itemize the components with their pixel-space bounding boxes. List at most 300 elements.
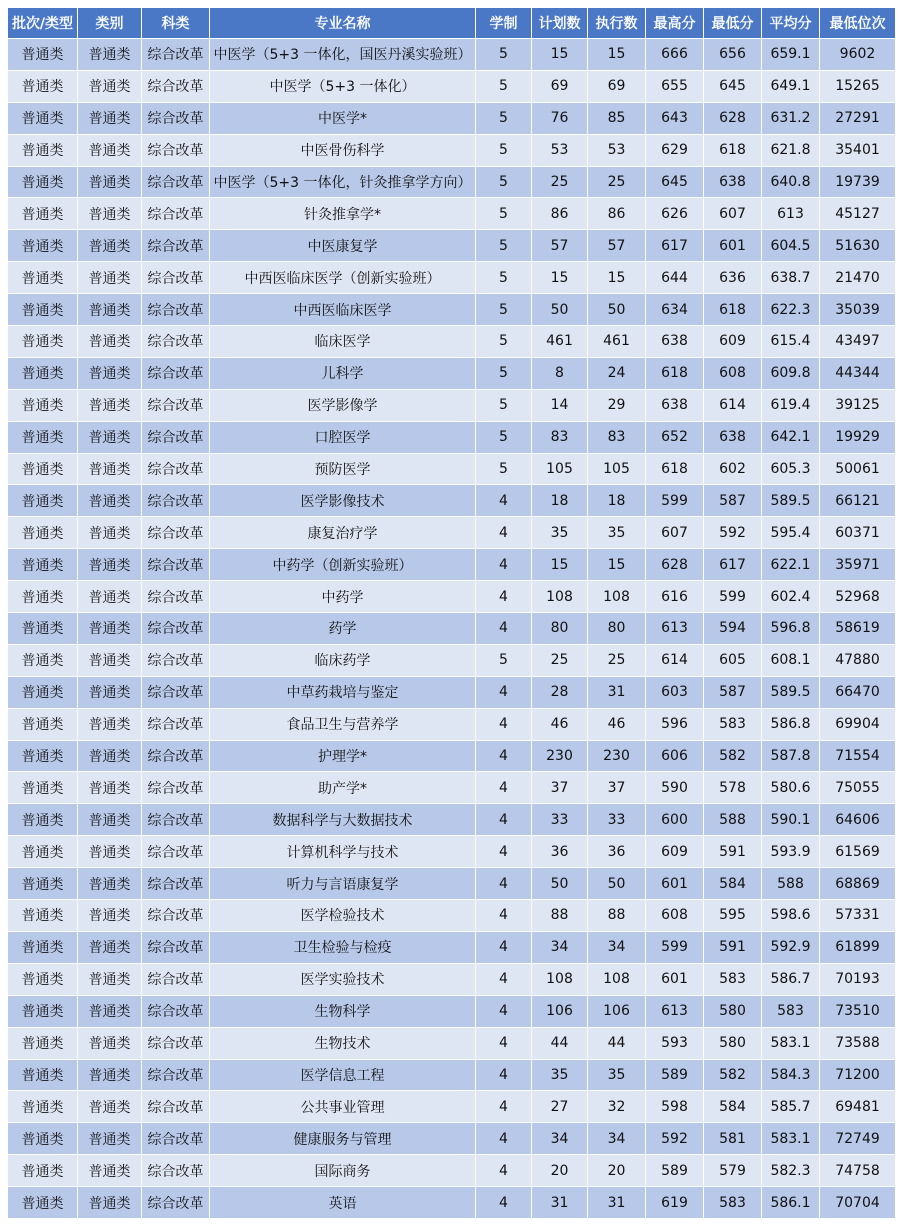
header-planned: 计划数 bbox=[532, 8, 588, 39]
cell-years: 5 bbox=[476, 453, 532, 485]
cell-batch-type: 普通类 bbox=[8, 134, 78, 166]
cell-category: 普通类 bbox=[78, 326, 142, 358]
cell-batch-type: 普通类 bbox=[8, 262, 78, 294]
cell-batch-type: 普通类 bbox=[8, 995, 78, 1027]
cell-min-score: 599 bbox=[704, 581, 762, 613]
cell-batch-type: 普通类 bbox=[8, 102, 78, 134]
cell-executed: 69 bbox=[588, 70, 646, 102]
cell-planned: 15 bbox=[532, 39, 588, 71]
header-category: 类别 bbox=[78, 8, 142, 39]
table-row bbox=[8, 421, 896, 453]
cell-major-name: 生物技术 bbox=[210, 1027, 476, 1059]
cell-category: 普通类 bbox=[78, 740, 142, 772]
cell-min-score: 645 bbox=[704, 70, 762, 102]
cell-max-score: 618 bbox=[646, 453, 704, 485]
cell-min-rank: 51630 bbox=[820, 230, 896, 262]
cell-min-score: 618 bbox=[704, 134, 762, 166]
header-years: 学制 bbox=[476, 8, 532, 39]
cell-avg-score: 659.1 bbox=[762, 39, 820, 71]
cell-subject: 综合改革 bbox=[142, 772, 210, 804]
cell-batch-type: 普通类 bbox=[8, 485, 78, 517]
cell-min-rank: 44344 bbox=[820, 357, 896, 389]
table-row bbox=[8, 804, 896, 836]
cell-min-rank: 50061 bbox=[820, 453, 896, 485]
cell-max-score: 592 bbox=[646, 1123, 704, 1155]
cell-min-score: 605 bbox=[704, 644, 762, 676]
cell-years: 5 bbox=[476, 166, 532, 198]
table-row bbox=[8, 1123, 896, 1155]
cell-category: 普通类 bbox=[78, 357, 142, 389]
cell-avg-score: 585.7 bbox=[762, 1091, 820, 1123]
table-row bbox=[8, 517, 896, 549]
cell-major-name: 卫生检验与检疫 bbox=[210, 931, 476, 963]
table-row bbox=[8, 453, 896, 485]
cell-max-score: 638 bbox=[646, 326, 704, 358]
cell-subject: 综合改革 bbox=[142, 1059, 210, 1091]
cell-category: 普通类 bbox=[78, 70, 142, 102]
cell-min-score: 582 bbox=[704, 1059, 762, 1091]
cell-subject: 综合改革 bbox=[142, 549, 210, 581]
table-row bbox=[8, 900, 896, 932]
cell-executed: 50 bbox=[588, 294, 646, 326]
cell-category: 普通类 bbox=[78, 39, 142, 71]
cell-category: 普通类 bbox=[78, 613, 142, 645]
cell-major-name: 数据科学与大数据技术 bbox=[210, 804, 476, 836]
cell-category: 普通类 bbox=[78, 166, 142, 198]
cell-years: 4 bbox=[476, 1027, 532, 1059]
cell-executed: 32 bbox=[588, 1091, 646, 1123]
cell-batch-type: 普通类 bbox=[8, 517, 78, 549]
cell-min-score: 592 bbox=[704, 517, 762, 549]
cell-avg-score: 602.4 bbox=[762, 581, 820, 613]
table-row bbox=[8, 198, 896, 230]
cell-years: 5 bbox=[476, 262, 532, 294]
cell-executed: 18 bbox=[588, 485, 646, 517]
cell-years: 4 bbox=[476, 485, 532, 517]
cell-subject: 综合改革 bbox=[142, 421, 210, 453]
cell-batch-type: 普通类 bbox=[8, 421, 78, 453]
cell-planned: 105 bbox=[532, 453, 588, 485]
cell-batch-type: 普通类 bbox=[8, 772, 78, 804]
cell-min-rank: 73510 bbox=[820, 995, 896, 1027]
table-row bbox=[8, 357, 896, 389]
cell-min-rank: 45127 bbox=[820, 198, 896, 230]
table-row bbox=[8, 39, 896, 71]
cell-major-name: 预防医学 bbox=[210, 453, 476, 485]
cell-executed: 15 bbox=[588, 262, 646, 294]
cell-major-name: 临床医学 bbox=[210, 326, 476, 358]
cell-category: 普通类 bbox=[78, 230, 142, 262]
cell-avg-score: 589.5 bbox=[762, 676, 820, 708]
cell-batch-type: 普通类 bbox=[8, 294, 78, 326]
table-row bbox=[8, 931, 896, 963]
cell-avg-score: 604.5 bbox=[762, 230, 820, 262]
cell-avg-score: 582.3 bbox=[762, 1155, 820, 1187]
cell-min-rank: 69904 bbox=[820, 708, 896, 740]
cell-major-name: 英语 bbox=[210, 1187, 476, 1219]
cell-batch-type: 普通类 bbox=[8, 198, 78, 230]
cell-major-name: 听力与言语康复学 bbox=[210, 868, 476, 900]
cell-max-score: 608 bbox=[646, 900, 704, 932]
cell-major-name: 中医康复学 bbox=[210, 230, 476, 262]
cell-executed: 106 bbox=[588, 995, 646, 1027]
cell-planned: 27 bbox=[532, 1091, 588, 1123]
cell-major-name: 中医学* bbox=[210, 102, 476, 134]
cell-min-score: 580 bbox=[704, 995, 762, 1027]
cell-min-rank: 71554 bbox=[820, 740, 896, 772]
cell-min-rank: 15265 bbox=[820, 70, 896, 102]
cell-subject: 综合改革 bbox=[142, 102, 210, 134]
cell-avg-score: 608.1 bbox=[762, 644, 820, 676]
cell-max-score: 589 bbox=[646, 1059, 704, 1091]
table-row bbox=[8, 485, 896, 517]
cell-major-name: 中药学（创新实验班） bbox=[210, 549, 476, 581]
table-row bbox=[8, 262, 896, 294]
cell-executed: 53 bbox=[588, 134, 646, 166]
cell-years: 5 bbox=[476, 326, 532, 358]
cell-subject: 综合改革 bbox=[142, 357, 210, 389]
cell-executed: 37 bbox=[588, 772, 646, 804]
header-min-score: 最低分 bbox=[704, 8, 762, 39]
cell-max-score: 666 bbox=[646, 39, 704, 71]
cell-min-score: 582 bbox=[704, 740, 762, 772]
cell-major-name: 医学影像技术 bbox=[210, 485, 476, 517]
cell-years: 4 bbox=[476, 708, 532, 740]
cell-category: 普通类 bbox=[78, 1155, 142, 1187]
cell-min-rank: 70704 bbox=[820, 1187, 896, 1219]
cell-major-name: 中医学（5+3 一体化，针灸推拿学方向） bbox=[210, 166, 476, 198]
table-row bbox=[8, 868, 896, 900]
cell-years: 5 bbox=[476, 102, 532, 134]
cell-years: 4 bbox=[476, 931, 532, 963]
cell-min-rank: 47880 bbox=[820, 644, 896, 676]
cell-min-score: 580 bbox=[704, 1027, 762, 1059]
cell-min-rank: 66121 bbox=[820, 485, 896, 517]
cell-years: 4 bbox=[476, 772, 532, 804]
cell-planned: 50 bbox=[532, 294, 588, 326]
cell-subject: 综合改革 bbox=[142, 166, 210, 198]
table-row bbox=[8, 102, 896, 134]
cell-min-rank: 75055 bbox=[820, 772, 896, 804]
cell-executed: 35 bbox=[588, 517, 646, 549]
cell-executed: 29 bbox=[588, 389, 646, 421]
table-row bbox=[8, 772, 896, 804]
cell-category: 普通类 bbox=[78, 708, 142, 740]
cell-min-rank: 35401 bbox=[820, 134, 896, 166]
cell-batch-type: 普通类 bbox=[8, 1123, 78, 1155]
cell-planned: 14 bbox=[532, 389, 588, 421]
admission-score-table bbox=[7, 7, 896, 1219]
table-row bbox=[8, 581, 896, 613]
cell-category: 普通类 bbox=[78, 931, 142, 963]
cell-batch-type: 普通类 bbox=[8, 644, 78, 676]
cell-subject: 综合改革 bbox=[142, 963, 210, 995]
table-row bbox=[8, 389, 896, 421]
cell-batch-type: 普通类 bbox=[8, 1187, 78, 1219]
table-row bbox=[8, 166, 896, 198]
cell-max-score: 600 bbox=[646, 804, 704, 836]
cell-subject: 综合改革 bbox=[142, 517, 210, 549]
table-row bbox=[8, 963, 896, 995]
cell-planned: 20 bbox=[532, 1155, 588, 1187]
cell-subject: 综合改革 bbox=[142, 804, 210, 836]
cell-max-score: 616 bbox=[646, 581, 704, 613]
cell-min-rank: 74758 bbox=[820, 1155, 896, 1187]
cell-executed: 34 bbox=[588, 931, 646, 963]
cell-planned: 76 bbox=[532, 102, 588, 134]
cell-min-rank: 58619 bbox=[820, 613, 896, 645]
cell-max-score: 652 bbox=[646, 421, 704, 453]
cell-min-rank: 57331 bbox=[820, 900, 896, 932]
cell-category: 普通类 bbox=[78, 102, 142, 134]
cell-years: 5 bbox=[476, 134, 532, 166]
cell-category: 普通类 bbox=[78, 995, 142, 1027]
cell-min-score: 609 bbox=[704, 326, 762, 358]
cell-batch-type: 普通类 bbox=[8, 836, 78, 868]
header-min-rank: 最低位次 bbox=[820, 8, 896, 39]
cell-executed: 24 bbox=[588, 357, 646, 389]
cell-planned: 33 bbox=[532, 804, 588, 836]
cell-planned: 46 bbox=[532, 708, 588, 740]
cell-min-score: 656 bbox=[704, 39, 762, 71]
cell-category: 普通类 bbox=[78, 676, 142, 708]
cell-subject: 综合改革 bbox=[142, 836, 210, 868]
cell-avg-score: 583.1 bbox=[762, 1027, 820, 1059]
cell-max-score: 599 bbox=[646, 931, 704, 963]
cell-executed: 108 bbox=[588, 581, 646, 613]
cell-max-score: 613 bbox=[646, 995, 704, 1027]
cell-avg-score: 584.3 bbox=[762, 1059, 820, 1091]
cell-subject: 综合改革 bbox=[142, 931, 210, 963]
cell-min-score: 608 bbox=[704, 357, 762, 389]
cell-years: 5 bbox=[476, 230, 532, 262]
cell-subject: 综合改革 bbox=[142, 1187, 210, 1219]
cell-min-rank: 52968 bbox=[820, 581, 896, 613]
cell-subject: 综合改革 bbox=[142, 326, 210, 358]
cell-subject: 综合改革 bbox=[142, 1155, 210, 1187]
cell-batch-type: 普通类 bbox=[8, 549, 78, 581]
cell-planned: 37 bbox=[532, 772, 588, 804]
cell-min-rank: 61569 bbox=[820, 836, 896, 868]
cell-major-name: 中草药栽培与鉴定 bbox=[210, 676, 476, 708]
cell-planned: 108 bbox=[532, 581, 588, 613]
cell-subject: 综合改革 bbox=[142, 134, 210, 166]
cell-avg-score: 631.2 bbox=[762, 102, 820, 134]
cell-category: 普通类 bbox=[78, 485, 142, 517]
cell-subject: 综合改革 bbox=[142, 868, 210, 900]
table-row bbox=[8, 294, 896, 326]
cell-major-name: 国际商务 bbox=[210, 1155, 476, 1187]
cell-executed: 36 bbox=[588, 836, 646, 868]
cell-category: 普通类 bbox=[78, 1123, 142, 1155]
table-header-row bbox=[8, 8, 896, 39]
cell-min-score: 581 bbox=[704, 1123, 762, 1155]
cell-planned: 34 bbox=[532, 1123, 588, 1155]
cell-category: 普通类 bbox=[78, 134, 142, 166]
cell-executed: 44 bbox=[588, 1027, 646, 1059]
cell-executed: 25 bbox=[588, 644, 646, 676]
cell-min-rank: 43497 bbox=[820, 326, 896, 358]
table-row bbox=[8, 740, 896, 772]
cell-planned: 57 bbox=[532, 230, 588, 262]
cell-subject: 综合改革 bbox=[142, 389, 210, 421]
cell-executed: 20 bbox=[588, 1155, 646, 1187]
cell-min-rank: 73588 bbox=[820, 1027, 896, 1059]
cell-min-rank: 19739 bbox=[820, 166, 896, 198]
cell-max-score: 619 bbox=[646, 1187, 704, 1219]
cell-planned: 15 bbox=[532, 262, 588, 294]
cell-avg-score: 596.8 bbox=[762, 613, 820, 645]
cell-executed: 108 bbox=[588, 963, 646, 995]
cell-major-name: 针灸推拿学* bbox=[210, 198, 476, 230]
cell-max-score: 589 bbox=[646, 1155, 704, 1187]
cell-executed: 46 bbox=[588, 708, 646, 740]
cell-executed: 34 bbox=[588, 1123, 646, 1155]
cell-executed: 50 bbox=[588, 868, 646, 900]
cell-min-rank: 69481 bbox=[820, 1091, 896, 1123]
cell-years: 4 bbox=[476, 1187, 532, 1219]
cell-planned: 108 bbox=[532, 963, 588, 995]
cell-subject: 综合改革 bbox=[142, 1123, 210, 1155]
cell-years: 4 bbox=[476, 517, 532, 549]
cell-min-score: 587 bbox=[704, 676, 762, 708]
cell-planned: 25 bbox=[532, 166, 588, 198]
cell-major-name: 计算机科学与技术 bbox=[210, 836, 476, 868]
cell-executed: 461 bbox=[588, 326, 646, 358]
cell-major-name: 中西医临床医学 bbox=[210, 294, 476, 326]
header-batch-type: 批次/类型 bbox=[8, 8, 78, 39]
header-subject: 科类 bbox=[142, 8, 210, 39]
cell-subject: 综合改革 bbox=[142, 708, 210, 740]
cell-min-rank: 64606 bbox=[820, 804, 896, 836]
cell-subject: 综合改革 bbox=[142, 740, 210, 772]
cell-planned: 15 bbox=[532, 549, 588, 581]
cell-batch-type: 普通类 bbox=[8, 804, 78, 836]
cell-max-score: 607 bbox=[646, 517, 704, 549]
cell-batch-type: 普通类 bbox=[8, 613, 78, 645]
cell-category: 普通类 bbox=[78, 549, 142, 581]
cell-category: 普通类 bbox=[78, 198, 142, 230]
cell-min-rank: 66470 bbox=[820, 676, 896, 708]
cell-subject: 综合改革 bbox=[142, 900, 210, 932]
cell-min-rank: 19929 bbox=[820, 421, 896, 453]
cell-category: 普通类 bbox=[78, 1187, 142, 1219]
cell-min-rank: 35971 bbox=[820, 549, 896, 581]
cell-subject: 综合改革 bbox=[142, 676, 210, 708]
cell-avg-score: 580.6 bbox=[762, 772, 820, 804]
cell-avg-score: 592.9 bbox=[762, 931, 820, 963]
table-row bbox=[8, 1059, 896, 1091]
cell-planned: 461 bbox=[532, 326, 588, 358]
cell-major-name: 护理学* bbox=[210, 740, 476, 772]
cell-major-name: 口腔医学 bbox=[210, 421, 476, 453]
cell-min-score: 602 bbox=[704, 453, 762, 485]
cell-executed: 83 bbox=[588, 421, 646, 453]
table-row bbox=[8, 549, 896, 581]
cell-max-score: 645 bbox=[646, 166, 704, 198]
cell-category: 普通类 bbox=[78, 421, 142, 453]
cell-years: 4 bbox=[476, 581, 532, 613]
cell-min-rank: 21470 bbox=[820, 262, 896, 294]
cell-max-score: 599 bbox=[646, 485, 704, 517]
cell-min-score: 591 bbox=[704, 931, 762, 963]
cell-max-score: 626 bbox=[646, 198, 704, 230]
cell-planned: 230 bbox=[532, 740, 588, 772]
table-row bbox=[8, 1027, 896, 1059]
cell-min-rank: 71200 bbox=[820, 1059, 896, 1091]
cell-avg-score: 590.1 bbox=[762, 804, 820, 836]
cell-batch-type: 普通类 bbox=[8, 453, 78, 485]
cell-subject: 综合改革 bbox=[142, 613, 210, 645]
cell-category: 普通类 bbox=[78, 900, 142, 932]
cell-batch-type: 普通类 bbox=[8, 230, 78, 262]
cell-executed: 15 bbox=[588, 39, 646, 71]
cell-max-score: 598 bbox=[646, 1091, 704, 1123]
cell-subject: 综合改革 bbox=[142, 262, 210, 294]
cell-avg-score: 613 bbox=[762, 198, 820, 230]
cell-min-rank: 39125 bbox=[820, 389, 896, 421]
cell-subject: 综合改革 bbox=[142, 581, 210, 613]
cell-category: 普通类 bbox=[78, 772, 142, 804]
cell-max-score: 643 bbox=[646, 102, 704, 134]
cell-category: 普通类 bbox=[78, 453, 142, 485]
cell-category: 普通类 bbox=[78, 1091, 142, 1123]
cell-years: 4 bbox=[476, 900, 532, 932]
cell-category: 普通类 bbox=[78, 517, 142, 549]
cell-subject: 综合改革 bbox=[142, 644, 210, 676]
cell-min-score: 636 bbox=[704, 262, 762, 294]
cell-avg-score: 586.1 bbox=[762, 1187, 820, 1219]
cell-major-name: 中药学 bbox=[210, 581, 476, 613]
cell-major-name: 中西医临床医学（创新实验班） bbox=[210, 262, 476, 294]
cell-min-rank: 9602 bbox=[820, 39, 896, 71]
cell-min-score: 583 bbox=[704, 963, 762, 995]
cell-years: 5 bbox=[476, 294, 532, 326]
cell-max-score: 618 bbox=[646, 357, 704, 389]
cell-batch-type: 普通类 bbox=[8, 900, 78, 932]
cell-subject: 综合改革 bbox=[142, 485, 210, 517]
cell-max-score: 601 bbox=[646, 963, 704, 995]
cell-batch-type: 普通类 bbox=[8, 868, 78, 900]
header-major-name: 专业名称 bbox=[210, 8, 476, 39]
table-row bbox=[8, 326, 896, 358]
cell-years: 5 bbox=[476, 389, 532, 421]
cell-batch-type: 普通类 bbox=[8, 676, 78, 708]
cell-executed: 80 bbox=[588, 613, 646, 645]
cell-batch-type: 普通类 bbox=[8, 963, 78, 995]
cell-planned: 28 bbox=[532, 676, 588, 708]
cell-batch-type: 普通类 bbox=[8, 389, 78, 421]
cell-major-name: 医学实验技术 bbox=[210, 963, 476, 995]
cell-years: 4 bbox=[476, 1155, 532, 1187]
table-row bbox=[8, 1091, 896, 1123]
cell-major-name: 医学检验技术 bbox=[210, 900, 476, 932]
cell-years: 5 bbox=[476, 644, 532, 676]
cell-major-name: 公共事业管理 bbox=[210, 1091, 476, 1123]
table-row bbox=[8, 230, 896, 262]
cell-batch-type: 普通类 bbox=[8, 70, 78, 102]
cell-years: 4 bbox=[476, 613, 532, 645]
cell-years: 4 bbox=[476, 549, 532, 581]
cell-max-score: 609 bbox=[646, 836, 704, 868]
cell-batch-type: 普通类 bbox=[8, 166, 78, 198]
header-executed: 执行数 bbox=[588, 8, 646, 39]
cell-avg-score: 595.4 bbox=[762, 517, 820, 549]
cell-subject: 综合改革 bbox=[142, 294, 210, 326]
cell-executed: 31 bbox=[588, 1187, 646, 1219]
cell-executed: 230 bbox=[588, 740, 646, 772]
cell-major-name: 药学 bbox=[210, 613, 476, 645]
